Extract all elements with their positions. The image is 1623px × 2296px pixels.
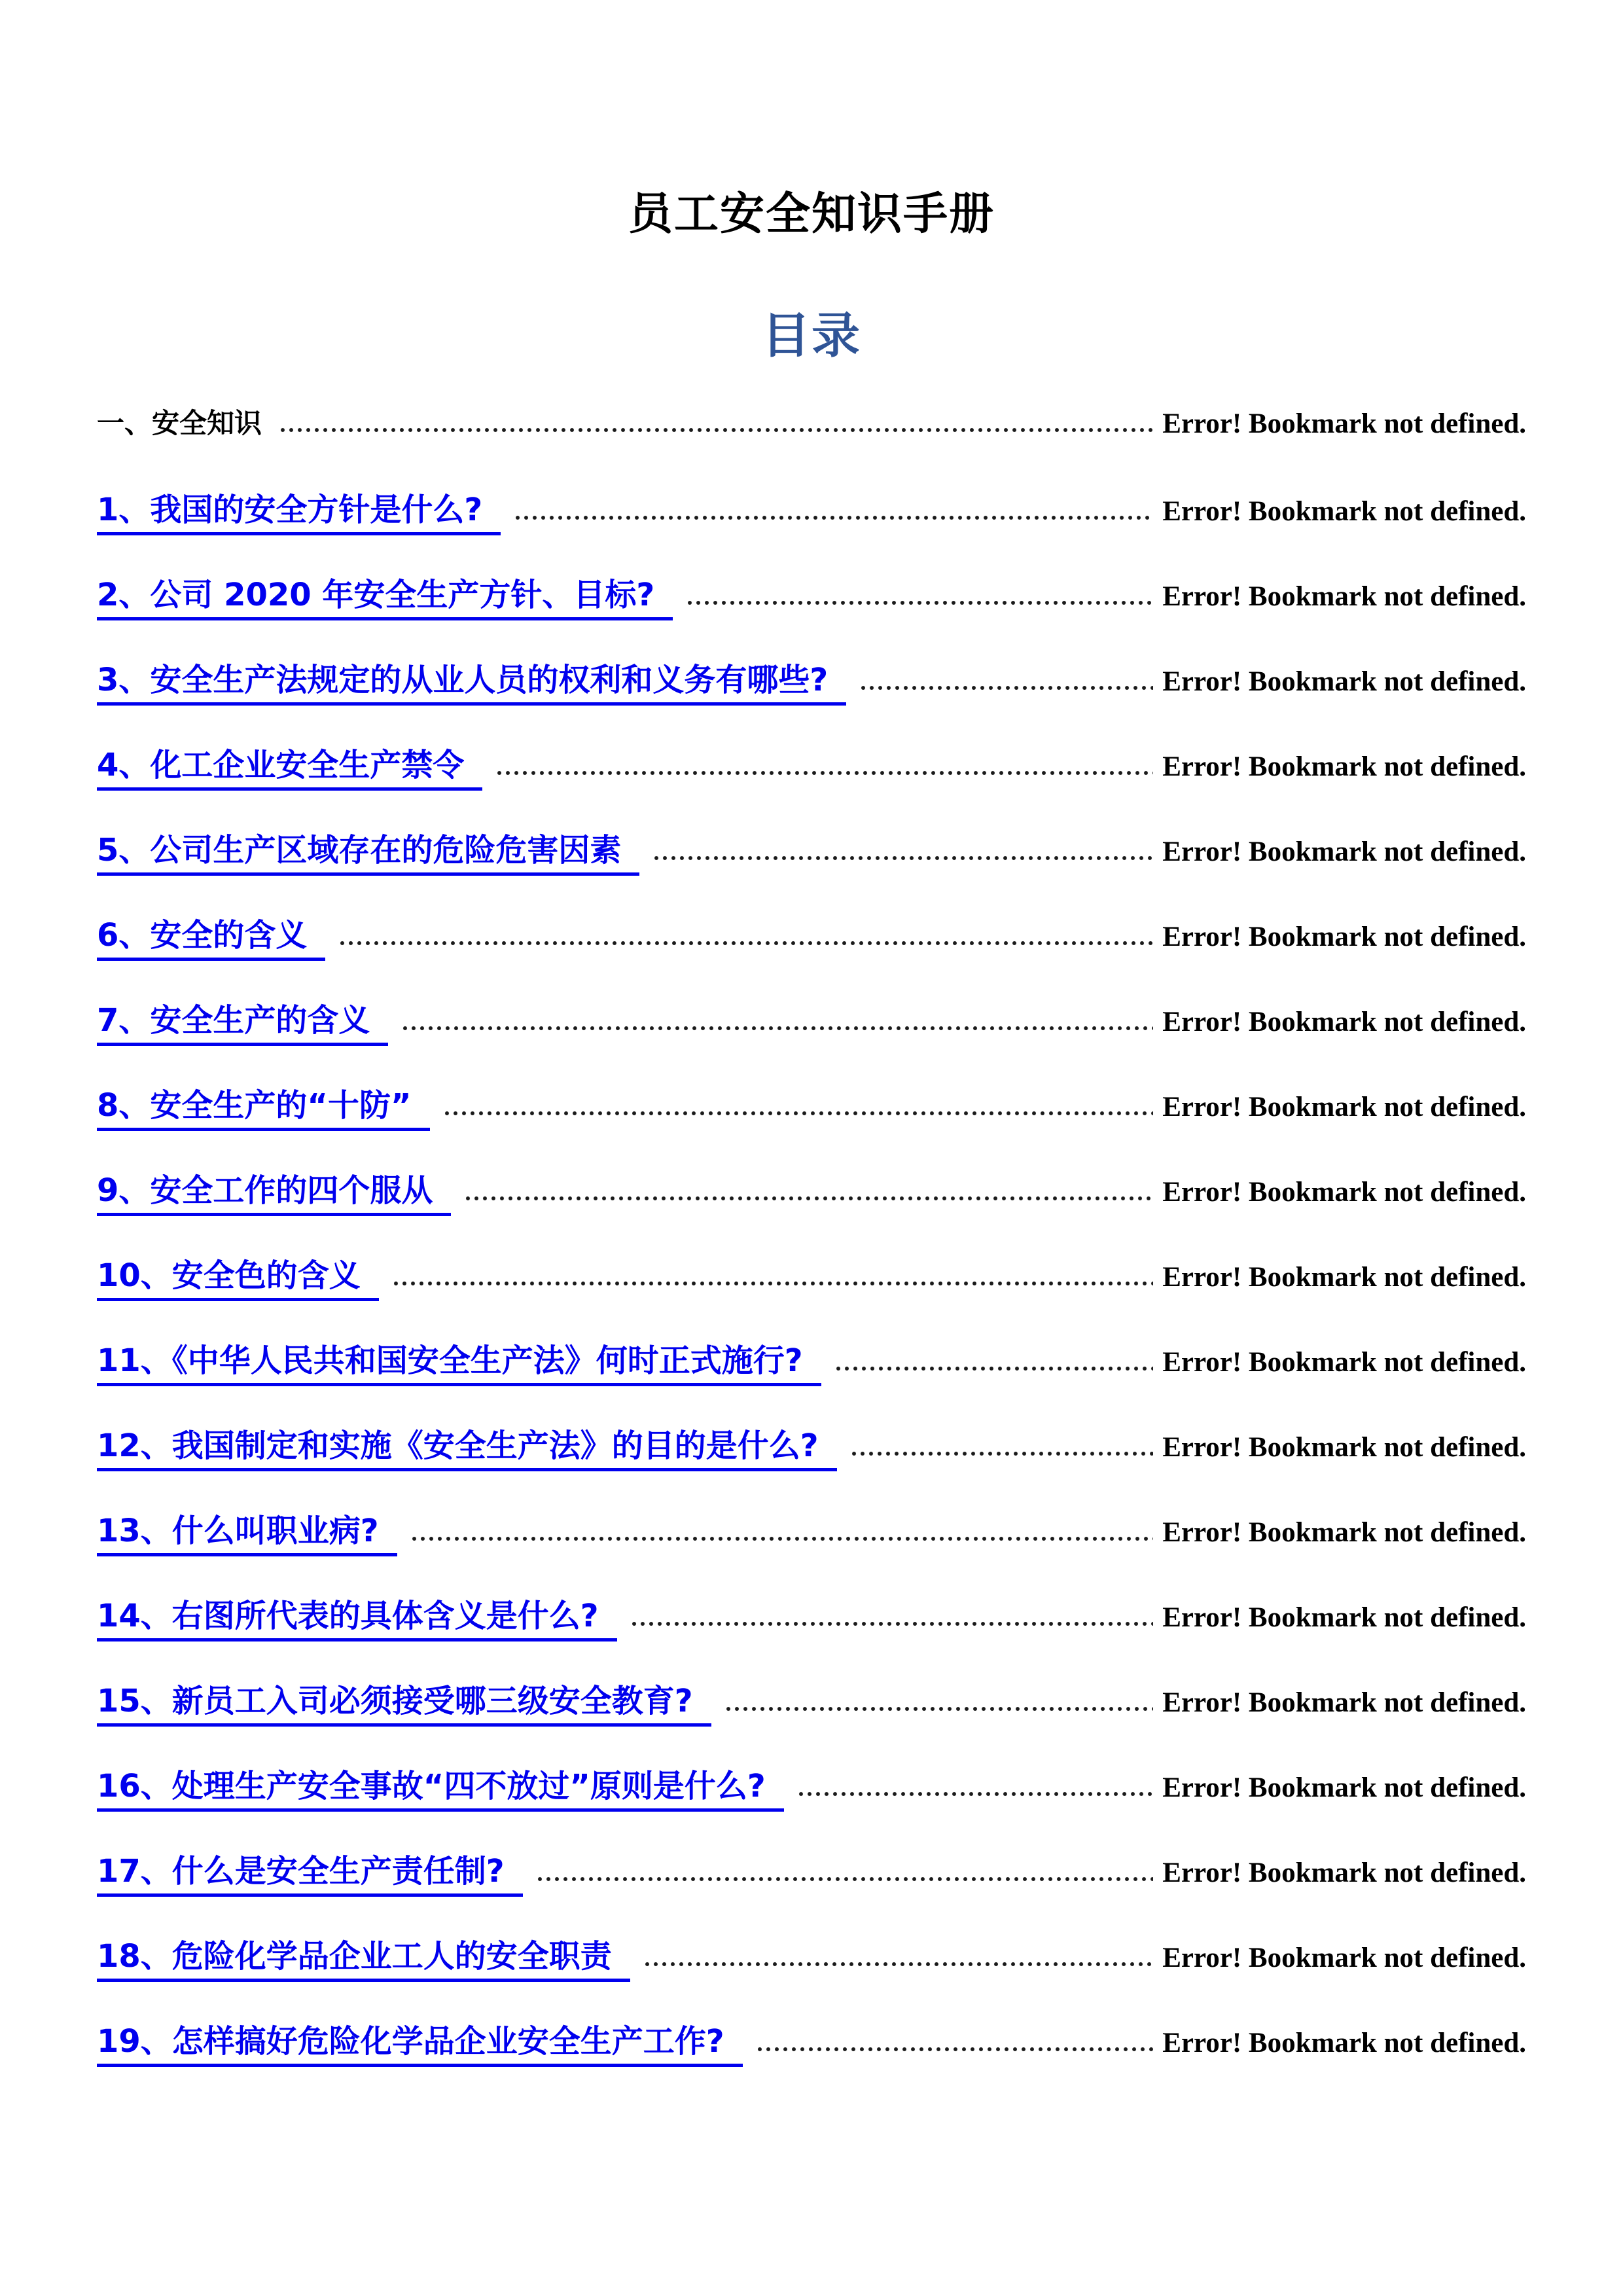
page-ref: Error! Bookmark not defined. (1162, 1347, 1526, 1378)
page-ref: Error! Bookmark not defined. (1162, 751, 1526, 783)
page-ref: Error! Bookmark not defined. (1162, 836, 1526, 868)
toc-entry-label[interactable]: 10、安全色的含义 (97, 1259, 379, 1301)
dot-leader (280, 427, 1153, 433)
toc-row (97, 1151, 1526, 1236)
dot-leader (465, 1196, 1153, 1201)
dot-leader (687, 600, 1153, 605)
page-ref: Error! Bookmark not defined. (1162, 2028, 1526, 2059)
toc-entry-label[interactable]: 12、我国制定和实施《安全生产法》的目的是什么? (97, 1429, 837, 1471)
toc-row (97, 1066, 1526, 1151)
toc-row (97, 471, 1526, 556)
toc-entry-label[interactable]: 16、处理生产安全事故“四不放过”原则是什么? (97, 1769, 784, 1812)
toc-row (97, 641, 1526, 726)
page-ref: Error! Bookmark not defined. (1162, 1772, 1526, 1804)
page-ref: Error! Bookmark not defined. (1162, 1517, 1526, 1549)
toc-entry-label[interactable]: 6、安全的含义 (97, 918, 325, 961)
toc-row (97, 811, 1526, 896)
dot-leader (632, 1621, 1154, 1626)
toc-entry-label[interactable]: 7、安全生产的含义 (97, 1003, 388, 1046)
page-ref: Error! Bookmark not defined. (1162, 1432, 1526, 1463)
dot-leader (757, 2047, 1154, 2052)
page-ref: Error! Bookmark not defined. (1162, 1857, 1526, 1889)
dot-leader (412, 1536, 1154, 1541)
page-ref: Error! Bookmark not defined. (1162, 1943, 1526, 1974)
dot-leader (851, 1451, 1154, 1456)
page-ref: Error! Bookmark not defined. (1162, 1007, 1526, 1038)
dot-leader (861, 685, 1153, 691)
toc-row (97, 386, 1526, 471)
toc-row (97, 726, 1526, 811)
toc-row (97, 981, 1526, 1066)
page-ref: Error! Bookmark not defined. (1162, 408, 1526, 440)
dot-leader (836, 1366, 1154, 1371)
dot-leader (340, 941, 1153, 946)
dot-leader (654, 855, 1153, 861)
page-ref: Error! Bookmark not defined. (1162, 1177, 1526, 1208)
toc-entry-label[interactable]: 13、什么叫职业病? (97, 1514, 397, 1556)
page-ref: Error! Bookmark not defined. (1162, 666, 1526, 698)
toc-entry-label[interactable]: 3、安全生产法规定的从业人员的权利和义务有哪些? (97, 663, 846, 706)
page-ref: Error! Bookmark not defined. (1162, 1092, 1526, 1123)
toc-entry-label[interactable]: 2、公司 2020 年安全生产方针、目标? (97, 578, 673, 620)
toc-row (97, 1747, 1526, 1832)
toc-entry-label[interactable]: 9、安全工作的四个服从 (97, 1174, 451, 1216)
toc-entry-label[interactable]: 8、安全生产的“十防” (97, 1088, 430, 1131)
toc-row (97, 1917, 1526, 2002)
toc-row (97, 556, 1526, 641)
toc-row (97, 1577, 1526, 1662)
dot-leader (726, 1706, 1154, 1712)
dot-leader (798, 1791, 1153, 1797)
toc-entry-label[interactable]: 14、右图所代表的具体含义是什么? (97, 1599, 617, 1641)
toc-row (97, 2002, 1526, 2087)
toc-entry-label[interactable]: 4、化工企业安全生产禁令 (97, 748, 482, 791)
toc-row (97, 1662, 1526, 1747)
dot-leader (393, 1281, 1153, 1286)
toc-heading: 目录 (762, 308, 861, 365)
dot-leader (402, 1026, 1153, 1031)
page-ref: Error! Bookmark not defined. (1162, 922, 1526, 953)
document-title: 员工安全知识手册 (628, 188, 995, 240)
toc-entry-label[interactable]: 15、新员工入司必须接受哪三级安全教育? (97, 1684, 711, 1727)
toc-entry-label[interactable]: 19、怎样搞好危险化学品企业安全生产工作? (97, 2024, 743, 2067)
dot-leader (515, 515, 1153, 520)
page-ref: Error! Bookmark not defined. (1162, 1262, 1526, 1293)
dot-leader (497, 770, 1153, 776)
toc-row (97, 1321, 1526, 1407)
toc-row (97, 1236, 1526, 1321)
page-ref: Error! Bookmark not defined. (1162, 581, 1526, 613)
toc-row (97, 896, 1526, 981)
table-of-contents (97, 386, 1526, 2087)
dot-leader (645, 1962, 1153, 1967)
page-ref: Error! Bookmark not defined. (1162, 1602, 1526, 1634)
page-ref: Error! Bookmark not defined. (1162, 1687, 1526, 1719)
toc-entry-label: 一、安全知识 (97, 407, 262, 440)
toc-entry-label[interactable]: 1、我国的安全方针是什么? (97, 493, 501, 535)
toc-entry-label[interactable]: 11、《中华人民共和国安全生产法》何时正式施行? (97, 1344, 821, 1386)
toc-row (97, 1407, 1526, 1492)
toc-row (97, 1832, 1526, 1917)
toc-entry-label[interactable]: 5、公司生产区域存在的危险危害因素 (97, 833, 639, 876)
page-ref: Error! Bookmark not defined. (1162, 496, 1526, 528)
toc-entry-label[interactable]: 17、什么是安全生产责任制? (97, 1854, 523, 1897)
toc-row (97, 1492, 1526, 1577)
dot-leader (444, 1111, 1154, 1116)
toc-entry-label[interactable]: 18、危险化学品企业工人的安全职责 (97, 1939, 630, 1982)
dot-leader (537, 1876, 1154, 1882)
